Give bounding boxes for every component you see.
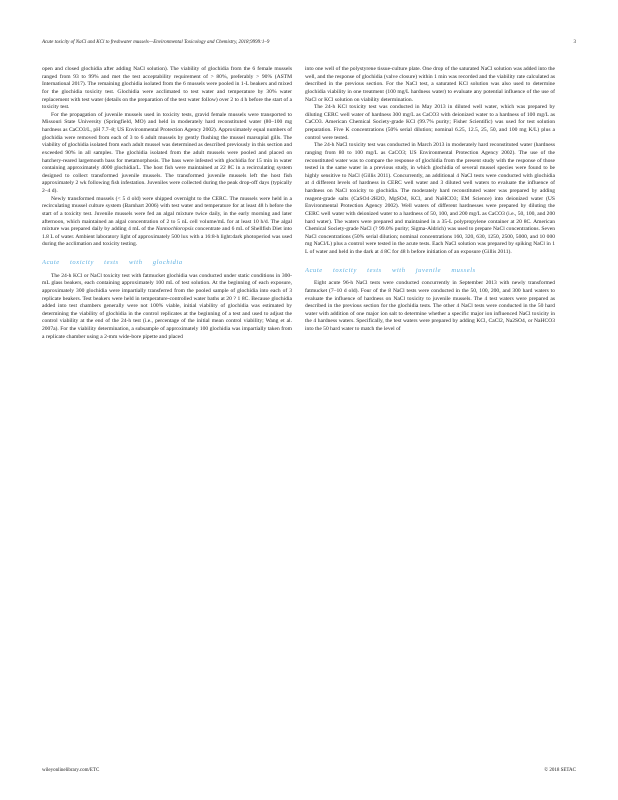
species-name: Nannochloropsis: [155, 226, 194, 233]
section-heading-juvenile: Acute toxicity tests with juvenile mussels: [305, 266, 476, 274]
section-heading-glochidia: Acute toxicity tests with glochidia: [42, 259, 183, 266]
paragraph: Eight acute 96-h NaCl tests were conducted concurrently in September 2013 with newly transformed fatmucket (7–10 d old). Four of the 8 NaCl tests were conducted in the 50, 100, 200, and 300 hard waters to evaluate the influence of hardness on NaCl toxicity to juvenile mussels. The 4 test waters were prepared as described in the previous section for the glochidia tests. The other 4 NaCl tests were conducted in the 50 hard water with addition of one major ion salt to determine whether a specific major ion influenced NaCl toxicity in the 4 hardness waters. Specifically, the test waters were prepared by adding KCl, CaCl2, Na2SO4, or NaHCO3 into the 50 hard water to match the level of: [305, 280, 555, 332]
running-header: [42, 40, 576, 52]
paragraph-text: Newly transformed mussels (< 5 d old) were shipped overnight to the CERC. The mussels were held in a recirculating mussel culture system (Barnhart 2006) with test water and temperature for at least 48 h before the start of a toxicity test. Juvenile mussels were fed an algal mixture twice daily, in the early morning and later afternoon, which maintained an algal concentration of 2 to 5 nL cell volume/mL for at least 10 h/d. The algal mixture was prepared daily by adding 4 mL of the: [42, 195, 292, 233]
paragraph-text: concentrate and 6 mL of Shellfish Diet into 1.8 L of water. Ambient laboratory light of approximately 500 lux with a 16:8-h light:dark photoperiod was used during the acclimation and toxicity testing.: [42, 226, 292, 248]
running-title: Acute toxicity of NaCl and KCl to freshwater mussels—Environmental Toxicology and Chemistry, 2018;9999:1–9: [42, 40, 270, 45]
left-column: [42, 66, 292, 746]
paragraph: The 24-h NaCl toxicity test was conducted in March 2013 in moderately hard reconstituted water (hardness ranging from 80 to 100 mg/L as CaCO3; US Environmental Protection Agency 2002). The use of the reconstituted water was to compare the response of glochidia from the present study with the response of those tested in the same water in a previous study, in which glochidia of several mussel species were found to be highly sensitive to NaCl (Gillis 2011). Concurrently, an additional 4 NaCl tests were conducted with glochidia at 4 different levels of hardness in CERC well water and 3 diluted well waters to evaluate the influence of hardness on NaCl toxicity to glochidia. The moderately hard reconstituted water was prepared by adding reagent-grade salts (CaSO4·2H2O, MgSO4, KCl, and NaHCO3; EM Science) into deionized water (US Environmental Protection Agency 2002). Well waters of different hardnesses were prepared by diluting the CERC well water with deionized water to a hardness of 50, 100, and 200 mg/L as CaCO3 (i.e., 50, 100, and 200 hard water). The waters were prepared and maintained in a 35-L polypropylene container at 20 8C. American Chemical Society-grade NaCl (? 99.0% purity; Sigma-Aldrich) was used to prepare NaCl concentrations. Seven NaCl concentrations (50% serial dilution; nominal concentrations 160, 320, 630, 1250, 2500, 5000, and 10 000 mg NaCl/L) plus a control were tested in the acute tests. Each NaCl solution was prepared by spiking NaCl in 1 L of water and held in the dark at 4 8C for 48 h before initiation of an exposure (Gillis 2011).: [305, 142, 555, 255]
paragraph: into one well of the polystyrene tissue-culture plate. One drop of the saturated NaCl solution was added into the well, and the response of glochidia (valve closure) within 1 min was recorded and the viability rate calculated as described in the previous section. For the NaCl test, a saturated KCl solution was also used to determine glochidia viability in one treatment (100 mg/L hardness water) to evaluate any potential influence of the use of NaCl or KCl solution on viability determination.: [305, 66, 555, 103]
paragraph: For the propagation of juvenile mussels used in toxicity tests, gravid female mussels were transported to Missouri State University (Springfield, MO) and held in moderately hard reconstituted water (80–100 mg hardness as CaCO3/L, pH 7.7–8; US Environmental Protection Agency 2002). Approximately equal numbers of glochidia were removed from each of 3 to 6 adult mussels by gently flushing the mussel marsupial gills. The viability of glochidia isolated from each adult mussel was determined as described previously in this section and exceeded 90% in all samples. The glochidia isolated from the adult mussels were pooled and placed on hatchery-reared largemouth bass for metamorphosis. The bass were infested with glochidia for 15 min in water containing approximately 4000 glochidia/L. The host fish were maintained at 22 8C in a recirculating system designed to collect transformed juvenile mussels. The transformed juvenile mussels left the host fish approximately 2 wk following fish infestation. Juveniles were collected during the peak drop-off days (typically 2–4 d).: [42, 111, 292, 194]
page-footer: [42, 768, 576, 778]
copyright: © 2018 SETAC: [544, 768, 576, 773]
paragraph: open and closed glochidia after adding NaCl solution). The viability of glochidia from the 6 female mussels ranged from 93 to 99% and met the test acceptability requirement of > 80%, preferably > 90% (ASTM International 2017). The remaining glochidia isolated from the 6 mussels were pooled in 1-L beakers and mixed for the glochidia toxicity test. Glochidia were acclimated to test water and temperature by 30% water replacement with test water (details on the preparation of the test water follow) over 2 to 4 h before the start of a toxicity test.: [42, 66, 292, 111]
journal-website: wileyonlinelibrary.com/ETC: [42, 768, 100, 773]
paragraph: [42, 196, 292, 249]
page-number: 3: [573, 40, 576, 45]
paragraph: The 24-h KCl toxicity test was conducted in May 2013 in diluted well water, which was prepared by diluting CERC well water of hardness 300 mg/L as CaCO3 with deionized water to a hardness of 100 mg/L as CaCO3. American Chemical Society-grade KCl (99.7% purity; Fisher Scientific) was used for test solution preparation. Five K concentrations (50% serial dilution; nominal 6.25, 12.5, 25, 50, and 100 mg K/L) plus a control were tested.: [305, 104, 555, 141]
paragraph: The 24-h KCl or NaCl toxicity test with fatmucket glochidia was conducted under static conditions in 300-mL glass beakers, each containing approximately 100 mL of test solution. At the beginning of each exposure, approximately 300 glochidia were impartially transferred from the pooled sample of glochidia into each of 3 replicate beakers. Test beakers were held in temperature-controlled water baths at 20 ? 1 8C. Because glochidia added into test chambers generally were not 100% viable, initial viability of glochidia was estimated by determining the viability of glochidia in the control replicates at the beginning of a test and used to adjust the control viability at the end of the 24-h test (i.e., percentage of the initial mean control viability; Wang et al. 2007a). For the viability determination, a subsample of approximately 100 glochidia was impartially taken from a replicate chamber using a 2-mm wide-bore pipette and placed: [42, 272, 292, 340]
right-column: [305, 66, 555, 746]
